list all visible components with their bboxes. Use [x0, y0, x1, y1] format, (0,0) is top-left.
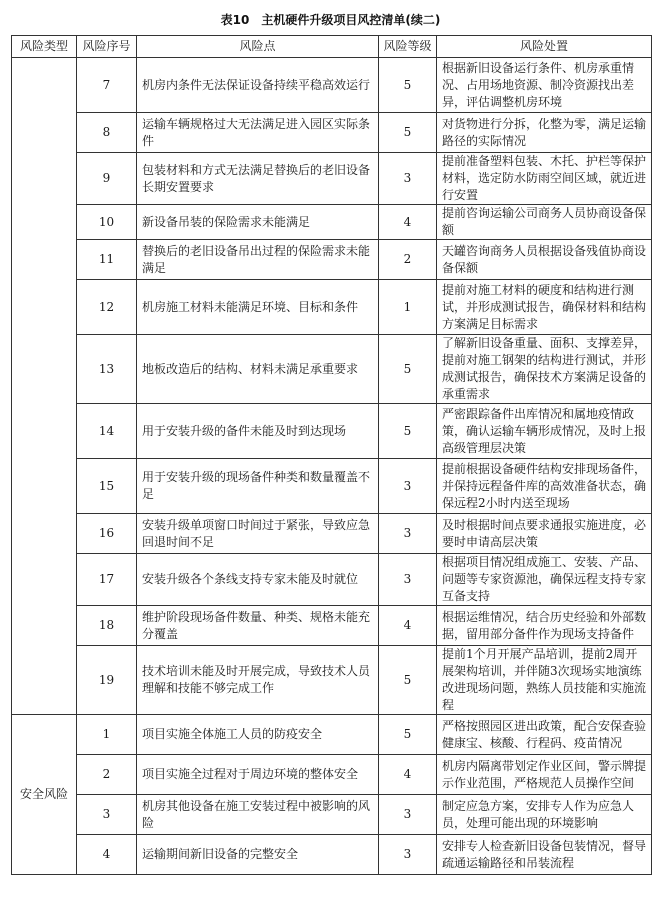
risk-number-cell: 7 [77, 58, 137, 113]
risk-number-cell: 1 [77, 715, 137, 755]
risk-point-cell: 地板改造后的结构、材料未满足承重要求 [137, 335, 379, 404]
risk-point-cell: 维护阶段现场备件数量、种类、规格未能充分覆盖 [137, 606, 379, 646]
risk-point-cell: 运输期间新旧设备的完整安全 [137, 835, 379, 875]
header-risk-level: 风险等级 [379, 36, 437, 58]
table-caption: 表10 主机硬件升级项目风控清单(续二) [220, 13, 441, 27]
risk-number-cell: 13 [77, 335, 137, 404]
risk-point-cell: 用于安装升级的现场备件种类和数量覆盖不足 [137, 459, 379, 514]
risk-level-cell: 3 [379, 459, 437, 514]
risk-number-cell: 3 [77, 795, 137, 835]
table-row [12, 404, 652, 459]
risk-level-cell: 5 [379, 715, 437, 755]
risk-number-cell: 11 [77, 240, 137, 280]
risk-level-cell: 2 [379, 240, 437, 280]
table-row [12, 835, 652, 875]
table-row [12, 606, 652, 646]
table-row [12, 795, 652, 835]
risk-level-cell: 5 [379, 404, 437, 459]
risk-measure-cell: 机房内隔离带划定作业区间，警示牌提示作业范围，严格规范人员操作空间 [437, 755, 652, 795]
risk-level-cell: 3 [379, 514, 437, 554]
risk-point-cell: 包装材料和方式无法满足替换后的老旧设备长期安置要求 [137, 153, 379, 205]
risk-measure-cell: 提前准备塑料包装、木托、护栏等保护材料，选定防水防雨空间区域，就近进行安置 [437, 153, 652, 205]
table-row [12, 280, 652, 335]
risk-level-cell: 4 [379, 755, 437, 795]
risk-measure-cell: 提前根据设备硬件结构安排现场备件，并保持远程备件库的高效准备状态，确保远程2小时内送至现场 [437, 459, 652, 514]
risk-point-cell: 技术培训未能及时开展完成，导致技术人员理解和技能不够完成工作 [137, 646, 379, 715]
risk-number-cell: 18 [77, 606, 137, 646]
risk-point-cell: 替换后的老旧设备吊出过程的保险需求未能满足 [137, 240, 379, 280]
risk-measure-cell: 制定应急方案，安排专人作为应急人员，处理可能出现的环境影响 [437, 795, 652, 835]
table-row [12, 240, 652, 280]
risk-number-cell: 9 [77, 153, 137, 205]
risk-level-cell: 5 [379, 646, 437, 715]
risk-number-cell: 15 [77, 459, 137, 514]
risk-number-cell: 10 [77, 205, 137, 240]
risk-number-cell: 16 [77, 514, 137, 554]
table-row [12, 755, 652, 795]
risk-level-cell: 3 [379, 795, 437, 835]
risk-level-cell: 4 [379, 205, 437, 240]
risk-point-cell: 安装升级单项窗口时间过于紧张，导致应急回退时间不足 [137, 514, 379, 554]
table-header-row [12, 36, 652, 58]
risk-type-cell [12, 58, 77, 715]
risk-measure-cell: 及时根据时间点要求通报实施进度，必要时申请高层决策 [437, 514, 652, 554]
risk-level-cell: 5 [379, 113, 437, 153]
table-row [12, 715, 652, 755]
table-row [12, 113, 652, 153]
header-risk-type: 风险类型 [12, 36, 77, 58]
risk-number-cell: 19 [77, 646, 137, 715]
risk-point-cell: 新设备吊装的保险需求未能满足 [137, 205, 379, 240]
risk-number-cell: 12 [77, 280, 137, 335]
risk-measure-cell: 根据新旧设备运行条件、机房承重情况、占用场地资源、制冷资源找出差异，评估调整机房环境 [437, 58, 652, 113]
risk-point-cell: 机房施工材料未能满足环境、目标和条件 [137, 280, 379, 335]
risk-point-cell: 项目实施全体施工人员的防疫安全 [137, 715, 379, 755]
table-row [12, 153, 652, 205]
risk-measure-cell: 根据运维情况，结合历史经验和外部数据，留用部分备件作为现场支持备件 [437, 606, 652, 646]
risk-number-cell: 14 [77, 404, 137, 459]
risk-level-cell: 1 [379, 280, 437, 335]
risk-level-cell: 5 [379, 335, 437, 404]
table-row [12, 514, 652, 554]
risk-measure-cell: 提前咨询运输公司商务人员协商设备保额 [437, 205, 652, 240]
header-risk-measure: 风险处置 [437, 36, 652, 58]
risk-type-cell: 安全风险 [12, 715, 77, 875]
risk-point-cell: 机房内条件无法保证设备持续平稳高效运行 [137, 58, 379, 113]
risk-number-cell: 2 [77, 755, 137, 795]
risk-measure-cell: 提前1个月开展产品培训，提前2周开展架构培训，并伴随3次现场实地演练改进现场问题，熟练人员技能和实施流程 [437, 646, 652, 715]
header-risk-number: 风险序号 [77, 36, 137, 58]
risk-control-table [11, 35, 652, 875]
risk-measure-cell: 提前对施工材料的硬度和结构进行测试，并形成测试报告，确保材料和结构方案满足目标需求 [437, 280, 652, 335]
risk-number-cell: 8 [77, 113, 137, 153]
risk-measure-cell: 对货物进行分拆，化整为零，满足运输路径的实际情况 [437, 113, 652, 153]
table-row [12, 335, 652, 404]
risk-level-cell: 4 [379, 606, 437, 646]
table-row [12, 459, 652, 514]
risk-measure-cell: 了解新旧设备重量、面积、支撑差异，提前对施工钢架的结构进行测试，并形成测试报告，确保技术方案满足设备的承重需求 [437, 335, 652, 404]
risk-number-cell: 17 [77, 554, 137, 606]
table-body [12, 58, 652, 875]
risk-point-cell: 运输车辆规格过大无法满足进入园区实际条件 [137, 113, 379, 153]
header-risk-point: 风险点 [137, 36, 379, 58]
risk-measure-cell: 天罐咨询商务人员根据设备残值协商设备保额 [437, 240, 652, 280]
risk-level-cell: 3 [379, 153, 437, 205]
risk-measure-cell: 根据项目情况组成施工、安装、产品、问题等专家资源池，确保远程支持专家互备支持 [437, 554, 652, 606]
risk-level-cell: 3 [379, 554, 437, 606]
table-row [12, 58, 652, 113]
table-row [12, 205, 652, 240]
risk-point-cell: 用于安装升级的备件未能及时到达现场 [137, 404, 379, 459]
table-row [12, 554, 652, 606]
table-row [12, 646, 652, 715]
risk-point-cell: 项目实施全过程对于周边环境的整体安全 [137, 755, 379, 795]
risk-measure-cell: 安排专人检查新旧设备包装情况，督导疏通运输路径和吊装流程 [437, 835, 652, 875]
risk-measure-cell: 严格按照园区进出政策，配合安保查验健康宝、核酸、行程码、疫苗情况 [437, 715, 652, 755]
risk-level-cell: 5 [379, 58, 437, 113]
risk-measure-cell: 严密跟踪备件出库情况和属地疫情政策，确认运输车辆形成情况，及时上报高级管理层决策 [437, 404, 652, 459]
risk-number-cell: 4 [77, 835, 137, 875]
risk-point-cell: 机房其他设备在施工安装过程中被影响的风险 [137, 795, 379, 835]
risk-level-cell: 3 [379, 835, 437, 875]
risk-point-cell: 安装升级各个条线支持专家未能及时就位 [137, 554, 379, 606]
